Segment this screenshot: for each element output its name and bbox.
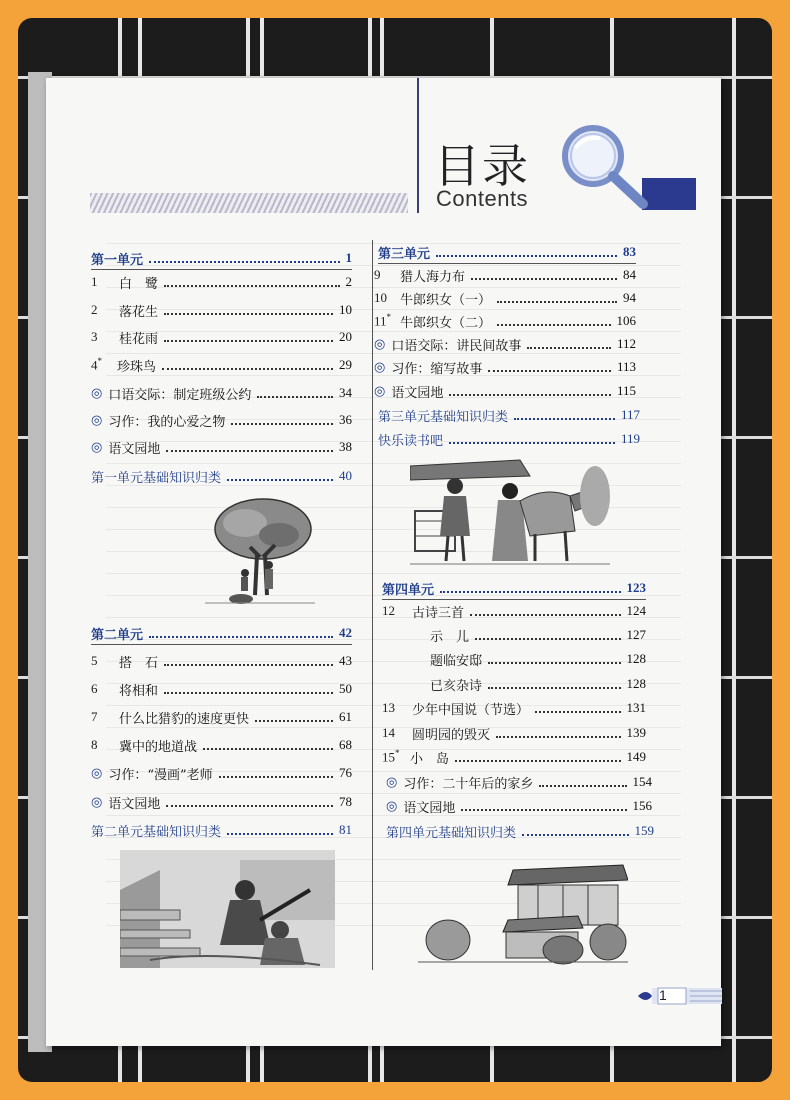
toc-leader: [231, 415, 333, 425]
toc-item[interactable]: [386, 795, 652, 817]
toc-item-number: 8: [91, 737, 98, 752]
toc-page: 119: [620, 431, 640, 446]
toc-item-number: 2: [91, 302, 98, 317]
toc-page: 68: [339, 737, 352, 752]
toc-item-title: 什么比猎豹的速度更快: [119, 711, 250, 727]
bullet-icon: ◎: [374, 359, 386, 375]
toc-page: 84: [623, 267, 636, 282]
toc-page: 127: [626, 627, 646, 642]
toc-item[interactable]: [382, 600, 646, 622]
toc-item-title: 牛郎织女（二）: [400, 315, 492, 331]
toc-page: 123: [626, 580, 646, 595]
toc-leader: [475, 630, 620, 640]
toc-item[interactable]: [374, 380, 636, 402]
toc-leader: [166, 442, 333, 452]
toc-leader: [203, 740, 333, 750]
bullet-icon: ◎: [386, 774, 398, 790]
optional-mark: *: [395, 748, 400, 759]
toc-unit-3[interactable]: [378, 241, 636, 264]
toc-item[interactable]: [91, 436, 352, 458]
toc-item-number: 14: [382, 725, 395, 740]
toc-page: 131: [626, 700, 646, 715]
toc-page: 36: [339, 412, 352, 427]
toc-item[interactable]: [91, 762, 352, 784]
toc-item-number: 4*: [91, 356, 102, 373]
toc-page: 112: [616, 336, 636, 351]
tree-illustration: [205, 495, 315, 610]
toc-item-number: 15*: [382, 748, 400, 765]
toc-item-title: 习作：二十年后的家乡: [403, 776, 534, 792]
toc-page: 117: [620, 407, 640, 422]
toc-item-title: 猎人海力布: [400, 269, 466, 285]
toc-item[interactable]: [374, 310, 636, 332]
toc-item-title: 习作：“漫画”老师: [108, 767, 213, 783]
toc-page: 115: [616, 383, 636, 398]
toc-leader: [488, 679, 620, 689]
toc-item[interactable]: [374, 333, 636, 355]
toc-leader: [488, 654, 620, 664]
toc-leader: [535, 703, 620, 713]
toc-item-title: 第四单元基础知识归类: [386, 825, 517, 841]
toc-page: 34: [339, 385, 352, 400]
toc-item[interactable]: [91, 791, 352, 813]
toc-leader: [522, 826, 628, 836]
toc-item-number: 6: [91, 681, 98, 696]
toc-item-title: 珍珠鸟: [117, 359, 157, 375]
toc-page: 78: [339, 794, 352, 809]
toc-item[interactable]: [374, 264, 636, 286]
toc-page: 83: [623, 244, 636, 259]
toc-item[interactable]: [91, 706, 352, 728]
toc-leader: [455, 752, 620, 762]
toc-item-title: 第一单元基础知识归类: [91, 470, 222, 486]
toc-subitem[interactable]: [430, 624, 646, 646]
toc-page: 10: [339, 302, 352, 317]
cowherd-illustration: [410, 456, 610, 571]
toc-page: 29: [339, 357, 352, 372]
toc-page: 2: [345, 274, 352, 289]
toc-item[interactable]: [91, 409, 352, 431]
toc-unit-4[interactable]: [382, 577, 646, 600]
toc-item-title: 小 岛: [410, 751, 450, 767]
toc-item-title: 搭 石: [119, 655, 159, 671]
toc-item-title: 语文园地: [403, 800, 456, 816]
toc-item-number: 13: [382, 700, 395, 715]
toc-page: 106: [616, 313, 636, 328]
toc-item-number: 3: [91, 329, 98, 344]
toc-summary[interactable]: [91, 465, 352, 487]
toc-item[interactable]: [374, 356, 636, 378]
header-hatch-band: [90, 193, 408, 213]
toc-page: 40: [339, 468, 352, 483]
toc-item-title: 语文园地: [391, 385, 444, 401]
toc-leader: [257, 388, 333, 398]
toc-item-title: 口语交际：制定班级公约: [108, 387, 252, 403]
toc-leader: [164, 656, 333, 666]
toc-page: 156: [632, 798, 652, 813]
toc-item[interactable]: [91, 299, 352, 321]
toc-leader: [227, 471, 333, 481]
toc-leader: [539, 777, 626, 787]
toc-item-title: 快乐读书吧: [378, 433, 444, 449]
toc-leader: [149, 253, 339, 263]
bullet-icon: ◎: [386, 798, 398, 814]
toc-item-title: 将相和: [119, 683, 159, 699]
toc-page: 43: [339, 653, 352, 668]
toc-leader: [164, 277, 339, 287]
toc-item[interactable]: [374, 287, 636, 309]
toc-reading[interactable]: [378, 428, 640, 450]
toc-item-title: 冀中的地道战: [119, 739, 198, 755]
toc-item-number: 10: [374, 290, 387, 305]
optional-mark: *: [97, 356, 102, 367]
toc-item-title: 题临安邸: [430, 653, 483, 669]
toc-page: 113: [616, 359, 636, 374]
toc-page: 1: [345, 250, 352, 265]
toc-item[interactable]: [91, 382, 352, 404]
toc-item-number: 11*: [374, 312, 392, 329]
toc-item-number: 12: [382, 603, 395, 618]
toc-item-title: 语文园地: [108, 441, 161, 457]
toc-page: 38: [339, 439, 352, 454]
toc-leader: [497, 293, 617, 303]
toc-leader: [449, 386, 611, 396]
page-title: 目录: [434, 139, 530, 193]
toc-page: 94: [623, 290, 636, 305]
toc-page: 76: [339, 765, 352, 780]
page-number: 1: [659, 987, 667, 1003]
toc-item[interactable]: [382, 697, 646, 719]
toc-leader: [488, 362, 611, 372]
toc-item[interactable]: [91, 271, 352, 293]
toc-leader: [470, 606, 620, 616]
toc-page: 159: [634, 823, 654, 838]
toc-leader: [514, 410, 615, 420]
bullet-icon: ◎: [91, 794, 103, 810]
toc-item-number: 5: [91, 653, 98, 668]
toc-item-title: 习作：我的心爱之物: [108, 414, 226, 430]
toc-leader: [471, 270, 617, 280]
toc-leader: [227, 825, 333, 835]
toc-leader: [497, 316, 610, 326]
toc-summary[interactable]: [91, 819, 352, 841]
toc-page: 149: [626, 749, 646, 764]
toc-page: 124: [626, 603, 646, 618]
toc-item-number: 9: [374, 267, 381, 282]
toc-page: 42: [339, 625, 352, 640]
toc-leader: [461, 801, 626, 811]
toc-item-title: 少年中国说（节选）: [412, 702, 530, 718]
toc-unit-label: 第一单元: [91, 252, 144, 268]
toc-item-number: 1: [91, 274, 98, 289]
toc-leader: [219, 768, 333, 778]
toc-leader: [496, 728, 620, 738]
toc-item-title: 桂花雨: [119, 331, 159, 347]
bullet-icon: ◎: [91, 439, 103, 455]
toc-page: 81: [339, 822, 352, 837]
toc-leader: [436, 247, 617, 257]
toc-item[interactable]: [91, 734, 352, 756]
toc-item-title: 圆明园的毁灭: [412, 727, 491, 743]
header-divider: [417, 78, 419, 213]
toc-item[interactable]: [91, 354, 352, 376]
toc-item[interactable]: [91, 650, 352, 672]
toc-item[interactable]: [382, 722, 646, 744]
column-divider: [372, 240, 373, 970]
toc-leader: [164, 332, 333, 342]
magnifier-icon: [545, 118, 655, 213]
toc-unit-1[interactable]: [91, 247, 352, 270]
bullet-icon: ◎: [374, 336, 386, 352]
toc-item[interactable]: [91, 326, 352, 348]
toc-item-title: 落花生: [119, 304, 159, 320]
battle-illustration: [120, 850, 335, 968]
toc-leader: [449, 434, 615, 444]
toc-page: 154: [632, 774, 652, 789]
toc-summary[interactable]: [386, 820, 654, 842]
bullet-icon: ◎: [91, 412, 103, 428]
toc-leader: [166, 797, 333, 807]
toc-item[interactable]: [382, 746, 646, 768]
toc-item-title: 牛郎织女（一）: [400, 292, 492, 308]
toc-leader: [255, 712, 333, 722]
toc-page: 128: [626, 651, 646, 666]
toc-leader: [162, 360, 333, 370]
toc-item-title: 古诗三首: [412, 605, 465, 621]
page-number-badge: [638, 985, 722, 1007]
toc-page: 61: [339, 709, 352, 724]
toc-item-title: 示 儿: [430, 629, 470, 645]
toc-page: 139: [626, 725, 646, 740]
toc-item-title: 第三单元基础知识归类: [378, 409, 509, 425]
toc-item-title: 口语交际：讲民间故事: [391, 338, 522, 354]
toc-page: 128: [626, 676, 646, 691]
toc-item[interactable]: [386, 771, 652, 793]
page-title-en: Contents: [436, 186, 529, 211]
toc-item-title: 已亥杂诗: [430, 678, 483, 694]
toc-subitem[interactable]: [430, 673, 646, 695]
toc-item-number: 7: [91, 709, 98, 724]
toc-unit-label: 第四单元: [382, 582, 435, 598]
toc-leader: [164, 305, 333, 315]
bullet-icon: ◎: [91, 385, 103, 401]
toc-item-title: 语文园地: [108, 796, 161, 812]
palace-illustration: [418, 850, 628, 968]
toc-leader: [440, 583, 620, 593]
toc-unit-label: 第三单元: [378, 246, 431, 262]
bullet-icon: ◎: [91, 765, 103, 781]
toc-item[interactable]: [91, 678, 352, 700]
toc-page: 20: [339, 329, 352, 344]
toc-page: 50: [339, 681, 352, 696]
toc-item-title: 习作：缩写故事: [391, 361, 483, 377]
toc-summary[interactable]: [378, 404, 640, 426]
toc-item-title: 白 鹭: [119, 276, 159, 292]
optional-mark: *: [386, 312, 392, 323]
toc-subitem[interactable]: [430, 648, 646, 670]
toc-unit-2[interactable]: [91, 622, 352, 645]
toc-leader: [164, 684, 333, 694]
toc-item-title: 第二单元基础知识归类: [91, 824, 222, 840]
toc-unit-label: 第二单元: [91, 627, 144, 643]
toc-leader: [527, 339, 611, 349]
bullet-icon: ◎: [374, 383, 386, 399]
toc-leader: [149, 628, 333, 638]
